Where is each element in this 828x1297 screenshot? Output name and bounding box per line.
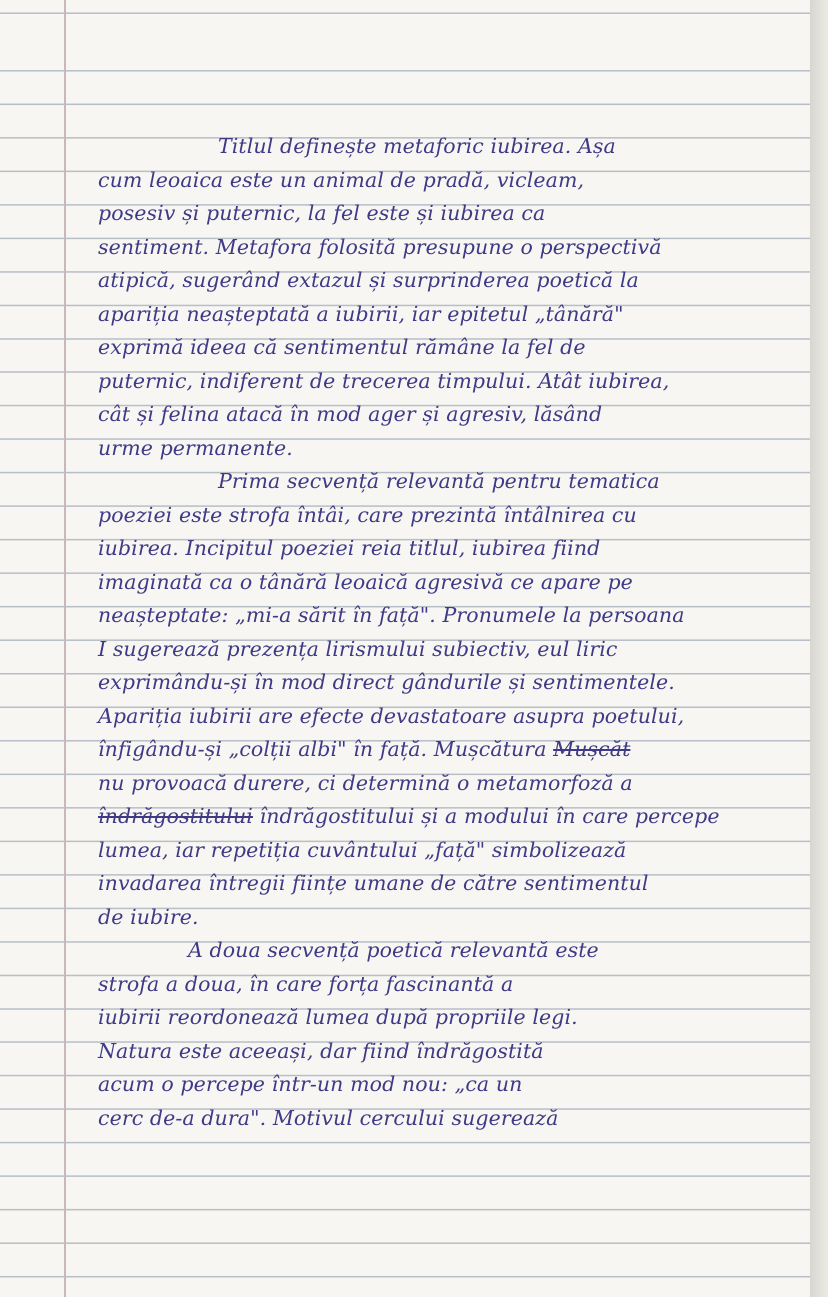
text-line: lumea, iar repetiția cuvântului „față" simbolizează xyxy=(98,837,627,862)
margin-line xyxy=(64,0,66,1297)
paragraph-3 xyxy=(98,934,798,1135)
paragraph-1 xyxy=(98,130,798,465)
text-line: nu provoacă durere, ci determină o metamorfoză a xyxy=(98,770,633,795)
text-line: cât și felina atacă în mod ager și agresiv, lăsând xyxy=(98,402,603,426)
text-line: iubirea. Incipitul poeziei reia titlul, iubirea fiind xyxy=(98,536,601,560)
text-line: A doua secvență poetică relevantă este xyxy=(188,938,599,962)
crossed-out-word: îndrăgostitului xyxy=(98,804,253,828)
paragraph-2 xyxy=(98,465,798,934)
text-line: puternic, indiferent de trecerea timpului. Atât iubirea, xyxy=(98,368,670,393)
text-line-with-strikeout xyxy=(98,800,798,834)
text-line: Prima secvență relevantă pentru tematica xyxy=(218,469,660,493)
text-line: exprimându-și în mod direct gândurile și sentimentele. xyxy=(98,670,675,694)
text-line: de iubire. xyxy=(98,904,199,929)
page-edge xyxy=(810,0,828,1297)
text-line: Natura este aceeași, dar fiind îndrăgostită xyxy=(98,1038,544,1063)
text-line: invadarea întregii ființe umane de către sentimentul xyxy=(98,871,649,895)
text-line: apariția neașteptată a iubirii, iar epitetul „tânără" xyxy=(98,301,624,326)
text-line: imaginată ca o tânără leoaică agresivă ce apare pe xyxy=(98,569,633,594)
text-line: sentiment. Metafora folosită presupune o perspectivă xyxy=(98,234,662,259)
text-line: I sugerează prezența lirismului subiectiv, eul liric xyxy=(98,636,618,661)
text-line: exprimă ideea că sentimentul rămâne la fel de xyxy=(98,335,586,359)
handwritten-essay xyxy=(98,130,798,1135)
text-line: Titlul definește metaforic iubirea. Așa xyxy=(218,134,616,158)
text-line: posesiv și puternic, la fel este și iubirea ca xyxy=(98,201,546,225)
text-line: strofa a doua, în care forța fascinantă a xyxy=(98,971,514,996)
crossed-out-word: Mușcăt xyxy=(553,737,631,761)
text-fragment: îndrăgostitului și a modului în care percepe xyxy=(259,804,720,828)
text-line-with-strikeout xyxy=(98,733,798,767)
text-line: Apariția iubirii are efecte devastatoare asupra poetului, xyxy=(98,703,685,728)
text-line: cerc de-a dura". Motivul cercului sugerează xyxy=(98,1105,559,1130)
text-line: iubirii reordonează lumea după propriile legi. xyxy=(98,1005,578,1029)
text-line: cum leoaica este un animal de pradă, vicleam, xyxy=(98,167,585,192)
text-line: poeziei este strofa întâi, care prezintă întâlnirea cu xyxy=(98,502,637,527)
text-line: neașteptate: „mi-a sărit în față". Pronumele la persoana xyxy=(98,603,685,627)
text-line: acum o percepe într-un mod nou: „ca un xyxy=(98,1072,523,1096)
text-fragment: înfigându-și „colții albi" în față. Mușcătura xyxy=(98,737,547,761)
text-line: atipică, sugerând extazul și surprinderea poetică la xyxy=(98,268,639,292)
text-line: urme permanente. xyxy=(98,435,293,460)
